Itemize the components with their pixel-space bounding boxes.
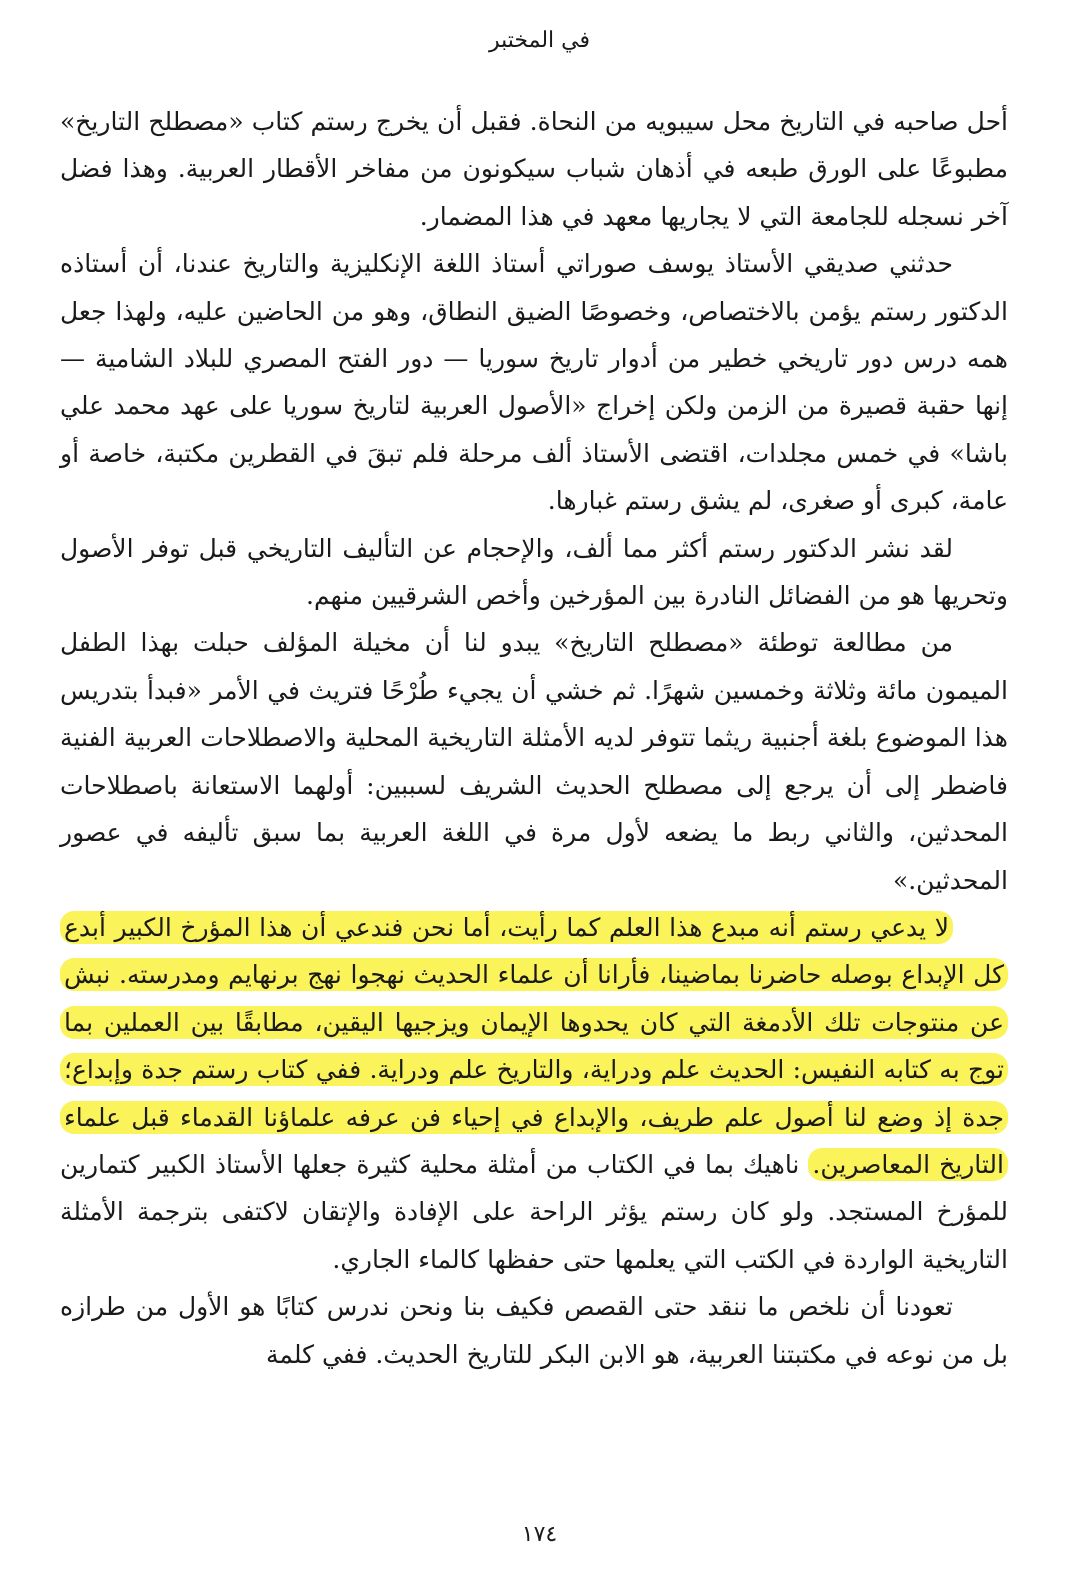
- paragraph-3: لقد نشر الدكتور رستم أكثر مما ألف، والإحجام عن التأليف التاريخي قبل توفر الأصول وتحريها هو من الفضائل النادرة بين المؤرخين وأخص الشرقيين منهم.: [60, 533, 1008, 611]
- paragraph-5-rest: ناهيك بما في الكتاب من أمثلة محلية كثيرة جعلها الأستاذ الكبير كتمارين للمؤرخ المستجد. ولو كان رستم يؤثر الراحة على الإفادة والإتقان لاكتفى بترجمة الأمثلة التاريخية الواردة في الكتب التي يعلمها حتى حفظها كالماء الجاري.: [60, 1149, 1008, 1274]
- page-number: ١٧٤: [521, 1522, 558, 1547]
- body-text: [60, 98, 1008, 1378]
- running-header: في المختبر: [489, 28, 590, 53]
- paragraph-1: أحل صاحبه في التاريخ محل سيبويه من النحاة. فقبل أن يخرج رستم كتاب «مصطلح التاريخ» مطبوعًا على الورق طبعه في أذهان شباب سيكونون من مفاخر الأقطار العربية. وهذا فضل آخر نسجله للجامعة التي لا يجاريها معهد في هذا المضمار.: [60, 107, 1008, 231]
- paragraph-2: حدثني صديقي الأستاذ يوسف صوراتي أستاذ اللغة الإنكليزية والتاريخ عندنا، أن أستاذه الدكتور رستم يؤمن بالاختصاص، وخصوصًا الضيق النطاق، وهو من الحاضين عليه، ولهذا جعل همه درس دور تاريخي خطير من أدوار تاريخ سوريا — دور الفتح المصري للبلاد الشامية — إنها حقبة قصيرة من الزمن ولكن إخراج «الأصول العربية لتاريخ سوريا على عهد محمد علي باشا» في خمس مجلدات، اقتضى الأستاذ ألف مرحلة فلم تبقَ في القطرين مكتبة، خاصة أو عامة، كبرى أو صغرى، لم يشق رستم غبارها.: [60, 249, 1008, 516]
- highlighted-passage[interactable]: لا يدعي رستم أنه مبدع هذا العلم كما رأيت، أما نحن فندعي أن هذا المؤرخ الكبير أبدع كل الإبداع بوصله حاضرنا بماضينا، فأرانا أن علماء الحديث نهجوا نهج برنهايم ومدرسته. نبش عن منتوجات تلك الأدمغة التي كان يحدوها الإيمان ويزجيها اليقين، مطابقًا بين العملين بما توج به كتابه النفيس: الحديث علم ودراية، والتاريخ علم ودراية. ففي كتاب رستم جدة وإبداع؛ جدة إذ وضع لنا أصول علم طريف، والإبداع في إحياء فن عرفه علماؤنا القدماء قبل علماء التاريخ المعاصرين.: [60, 911, 1008, 1181]
- paragraph-6: تعودنا أن نلخص ما ننقد حتى القصص فكيف بنا ونحن ندرس كتابًا هو الأول من طرازه بل من نوعه في مكتبتنا العربية، هو الابن البكر للتاريخ الحديث. ففي كلمة: [60, 1292, 1008, 1369]
- paragraph-4: من مطالعة توطئة «مصطلح التاريخ» يبدو لنا أن مخيلة المؤلف حبلت بهذا الطفل الميمون مائة وثلاثة وخمسين شهرًا. ثم خشي أن يجيء طُرْحًا فتريث في الأمر «فبدأ بتدريس هذا الموضوع بلغة أجنبية ريثما تتوفر لديه الأمثلة التاريخية المحلية والاصطلاحات العربية الفنية فاضطر إلى أن يرجع إلى مصطلح الحديث الشريف لسببين: أولهما الاستعانة باصطلاحات المحدثين، والثاني ربط ما يضعه لأول مرة في اللغة العربية بما سبق تأليفه في عصور المحدثين.»: [60, 628, 1008, 895]
- paragraph-5: [60, 904, 1008, 1283]
